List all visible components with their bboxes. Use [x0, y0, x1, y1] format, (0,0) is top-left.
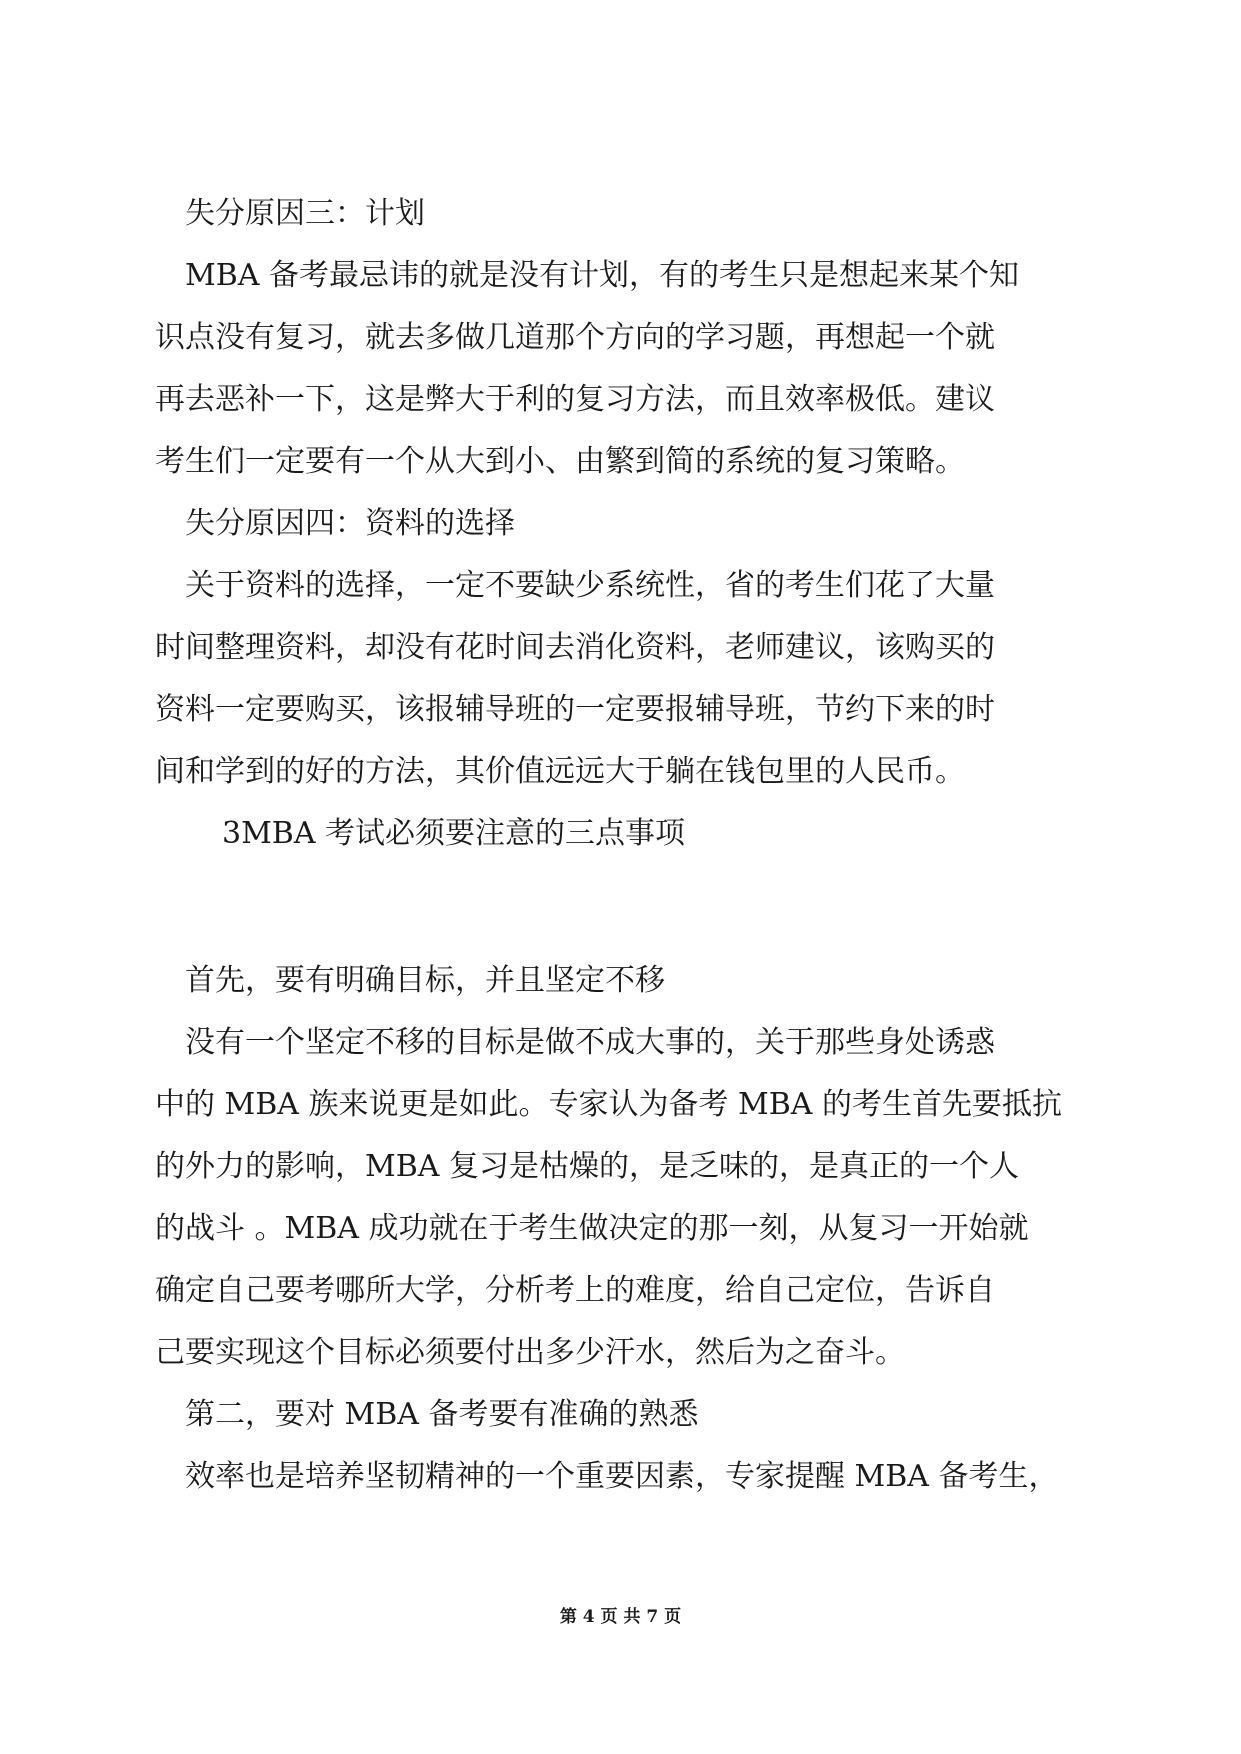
- paragraph-line: 效率也是培养坚韧精神的一个重要因素，专家提醒 MBA 备考生，: [185, 1459, 1059, 1494]
- section-title: 3MBA 考试必须要注意的三点事项: [222, 816, 686, 851]
- paragraph-line: 的外力的影响，MBA 复习是枯燥的，是乏味的，是真正的一个人: [155, 1149, 1019, 1184]
- paragraph-line: 己要实现这个目标必须要付出多少汗水，然后为之奋斗。: [155, 1335, 905, 1370]
- paragraph-line: 没有一个坚定不移的目标是做不成大事的，关于那些身处诱惑: [185, 1025, 995, 1060]
- paragraph-efficiency: [155, 1446, 1085, 1508]
- paragraph-line: 时间整理资料，却没有花时间去消化资料，老师建议，该购买的: [155, 630, 995, 665]
- paragraph-line: 资料一定要购买，该报辅导班的一定要报辅导班，节约下来的时: [155, 692, 995, 727]
- paragraph-materials: [155, 555, 1085, 803]
- paragraph-plan: [155, 245, 1085, 493]
- paragraph-line: 的战斗 。MBA 成功就在于考生做决定的那一刻，从复习一开始就: [155, 1211, 1029, 1246]
- document-body: [155, 183, 1085, 1508]
- section-spacer: [155, 865, 1085, 950]
- paragraph-line: 识点没有复习，就去多做几道那个方向的学习题，再想起一个就: [155, 320, 995, 355]
- paragraph-line: 中的 MBA 族来说更是如此。专家认为备考 MBA 的考生首先要抵抗: [155, 1087, 1063, 1122]
- paragraph-line: 再去恶补一下，这是弊大于利的复习方法，而且效率极低。建议: [155, 382, 995, 417]
- page-number-footer: 第 4 页 共 7 页: [559, 1607, 682, 1627]
- heading-first-goal: 首先，要有明确目标，并且坚定不移: [185, 963, 665, 998]
- paragraph-line: 关于资料的选择，一定不要缺少系统性，省的考生们花了大量: [185, 568, 995, 603]
- paragraph-line: 间和学到的好的方法，其价值远远大于躺在钱包里的人民币。: [155, 754, 965, 789]
- paragraph-goal: [155, 1012, 1085, 1384]
- paragraph-line: MBA 备考最忌讳的就是没有计划，有的考生只是想起来某个知: [185, 258, 1019, 293]
- paragraph-line: 考生们一定要有一个从大到小、由繁到简的系统的复习策略。: [155, 444, 965, 479]
- heading-loss-reason-4: 失分原因四：资料的选择: [185, 506, 515, 541]
- heading-second-understanding: 第二，要对 MBA 备考要有准确的熟悉: [185, 1397, 699, 1432]
- heading-loss-reason-3: 失分原因三：计划: [185, 196, 425, 231]
- paragraph-line: 确定自己要考哪所大学，分析考上的难度，给自己定位，告诉自: [155, 1273, 995, 1308]
